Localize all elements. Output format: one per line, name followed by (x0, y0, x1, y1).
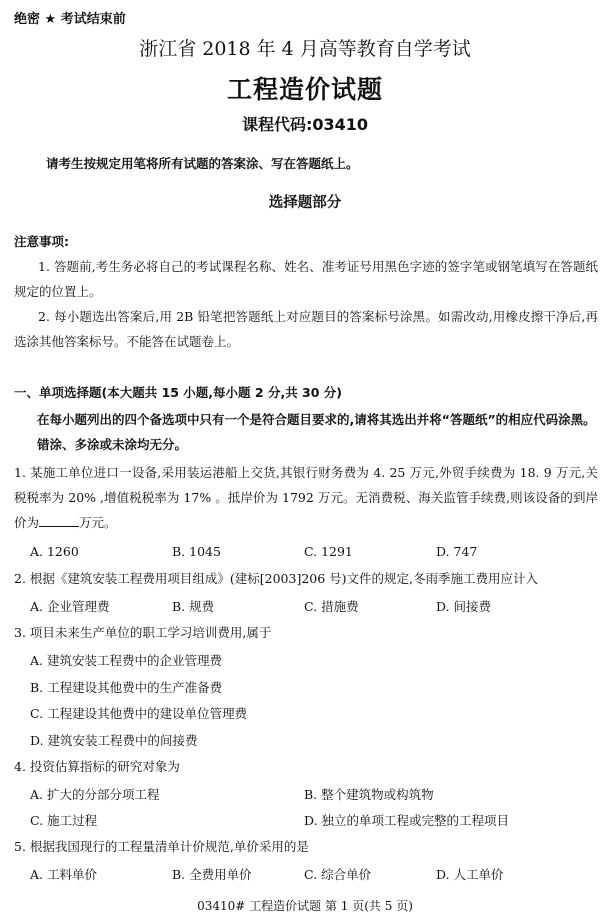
page-footer: 03410# 工程造价试题 第 1 页(共 5 页) (197, 899, 413, 913)
question-3-stem: 3. 项目未来生产单位的职工学习培训费用,属于 (14, 625, 272, 640)
section-heading: 一、单项选择题(本大题共 15 小题,每小题 2 分,共 30 分) (14, 385, 343, 400)
answer-blank (39, 514, 79, 527)
question-3-option-c: C. 工程建设其他费中的建设单位管理费 (30, 706, 248, 721)
question-5-option-c: C. 综合单价 (304, 867, 372, 882)
question-4-option-c: C. 施工过程 (30, 813, 98, 828)
question-5-option-d: D. 人工单价 (436, 867, 504, 882)
exam-title: 浙江省 2018 年 4 月高等教育自学考试 (139, 38, 471, 60)
question-3-option-a: A. 建筑安装工程费中的企业管理费 (30, 653, 222, 668)
question-2-option-c: C. 措施费 (304, 599, 359, 614)
question-2-option-d: D. 间接费 (436, 599, 492, 614)
general-instruction: 请考生按规定用笔将所有试题的答案涂、写在答题纸上。 (46, 156, 359, 171)
question-2-option-a: A. 企业管理费 (30, 599, 110, 614)
notice-heading: 注意事项: (14, 234, 69, 249)
notice-item-1: 1. 答题前,考生务必将自己的考试课程名称、姓名、准考证号用黑色字迹的签字笔或钢笔填写在答题纸规定的位置上。 (14, 259, 598, 299)
question-3-option-d: D. 建筑安装工程费中的间接费 (30, 733, 198, 748)
question-5-stem: 5. 根据我国现行的工程量清单计价规范,单价采用的是 (14, 839, 309, 854)
part-title: 选择题部分 (268, 195, 342, 211)
notice-item-2: 2. 每小题选出答案后,用 2B 铅笔把答题纸上对应题目的答案标号涂黑。如需改动,用橡皮擦干净后,再选涂其他答案标号。不能答在试题卷上。 (14, 309, 598, 349)
question-1-option-c: C. 1291 (304, 544, 353, 559)
section-description: 在每小题列出的四个备选项中只有一个是符合题目要求的,请将其选出并将“答题纸”的相应代码涂黑。错涂、多涂或未涂均无分。 (37, 412, 596, 452)
question-2-option-b: B. 规费 (172, 599, 215, 614)
course-code: 课程代码:03410 (241, 115, 369, 134)
question-1-text: 1. 某施工单位进口一设备,采用装运港船上交货,其银行财务费为 4. 25 万元,外贸手续费为 18. 9 万元,关税税率为 20% ,增值税税率为 17% 。抵岸价为 1792 万元。无消费税、海关监管手续费,则该设备的到岸价为 (14, 465, 598, 530)
question-4-option-b: B. 整个建筑物或构筑物 (304, 787, 434, 802)
question-4-option-a: A. 扩大的分部分项工程 (30, 787, 160, 802)
question-1-stem (14, 460, 598, 535)
question-3-option-b: B. 工程建设其他费中的生产准备费 (30, 680, 223, 695)
question-4-option-d: D. 独立的单项工程或完整的工程项目 (304, 813, 510, 828)
question-1-option-b: B. 1045 (172, 544, 221, 559)
question-1-option-d: D. 747 (436, 544, 478, 559)
question-5-option-b: B. 全费用单价 (172, 867, 252, 882)
question-2-stem: 2. 根据《建筑安装工程费用项目组成》(建标[2003]206 号)文件的规定,冬雨季施工费用应计入 (14, 571, 539, 586)
question-1-tail: 万元。 (79, 515, 117, 530)
question-4-stem: 4. 投资估算指标的研究对象为 (14, 759, 180, 774)
secret-mark: 绝密 ★ 考试结束前 (14, 12, 126, 27)
question-5-option-a: A. 工料单价 (30, 867, 97, 882)
subject-title: 工程造价试题 (226, 75, 383, 104)
question-1-option-a: A. 1260 (30, 544, 79, 559)
